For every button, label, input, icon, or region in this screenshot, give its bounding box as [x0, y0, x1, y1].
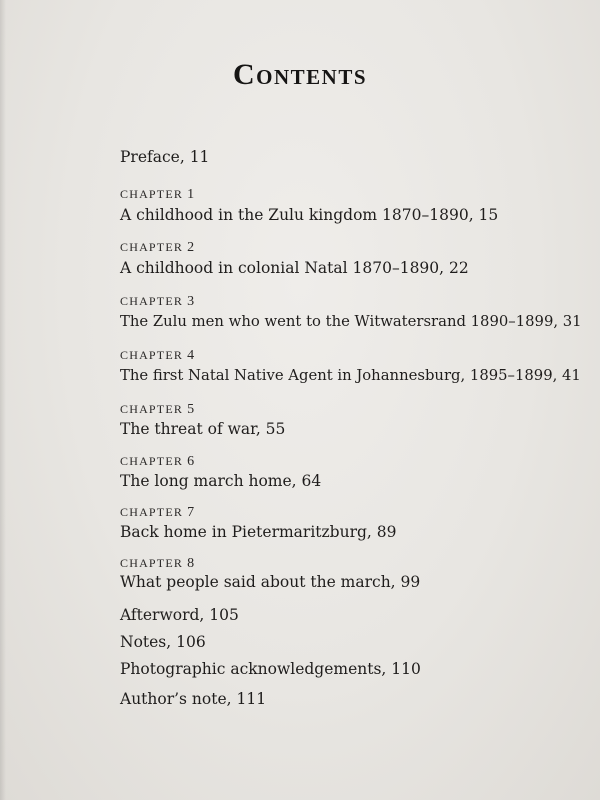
chapter-5-title: The threat of war, 55	[120, 420, 286, 438]
chapter-2-label	[120, 240, 194, 256]
chapter-3-label	[120, 294, 194, 310]
chapter-4-title: The first Natal Native Agent in Johannesburg, 1895–1899, 41	[120, 367, 581, 384]
chapter-number: 2	[187, 240, 195, 255]
chapter-label-text: CHAPTER	[120, 348, 184, 362]
page-title: Contents	[232, 58, 368, 91]
chapter-label-text: CHAPTER	[120, 556, 184, 570]
chapter-label-text: CHAPTER	[120, 454, 184, 468]
chapter-8-title: What people said about the march, 99	[120, 573, 421, 591]
toc-preface: Preface, 11	[120, 148, 210, 166]
chapter-label-text: CHAPTER	[120, 187, 184, 201]
chapter-8-label	[120, 556, 194, 572]
chapter-number: 5	[187, 402, 195, 417]
chapter-1-label	[120, 187, 194, 203]
chapter-3-title: The Zulu men who went to the Witwatersrand 1890–1899, 31	[120, 313, 582, 330]
chapter-number: 1	[187, 187, 195, 202]
chapter-number: 3	[187, 294, 195, 309]
chapter-6-title: The long march home, 64	[120, 472, 322, 490]
chapter-7-label	[120, 505, 194, 521]
chapter-label-text: CHAPTER	[120, 294, 184, 308]
chapter-number: 8	[187, 556, 195, 571]
chapter-number: 6	[187, 454, 195, 469]
chapter-number: 4	[187, 348, 195, 363]
chapter-4-label	[120, 348, 194, 364]
chapter-label-text: CHAPTER	[120, 240, 184, 254]
chapter-5-label	[120, 402, 194, 418]
chapter-label-text: CHAPTER	[120, 505, 184, 519]
chapter-number: 7	[187, 505, 195, 520]
chapter-7-title: Back home in Pietermaritzburg, 89	[120, 523, 397, 541]
toc-photo-acknowledgements: Photographic acknowledgements, 110	[120, 660, 421, 678]
chapter-1-title: A childhood in the Zulu kingdom 1870–1890, 15	[120, 206, 499, 224]
toc-authors-note: Author’s note, 111	[120, 690, 267, 708]
chapter-label-text: CHAPTER	[120, 402, 184, 416]
chapter-2-title: A childhood in colonial Natal 1870–1890, 22	[120, 259, 469, 277]
toc-notes: Notes, 106	[120, 633, 206, 651]
chapter-6-label	[120, 454, 194, 470]
spine-shadow	[0, 0, 6, 800]
toc-afterword: Afterword, 105	[120, 606, 239, 624]
